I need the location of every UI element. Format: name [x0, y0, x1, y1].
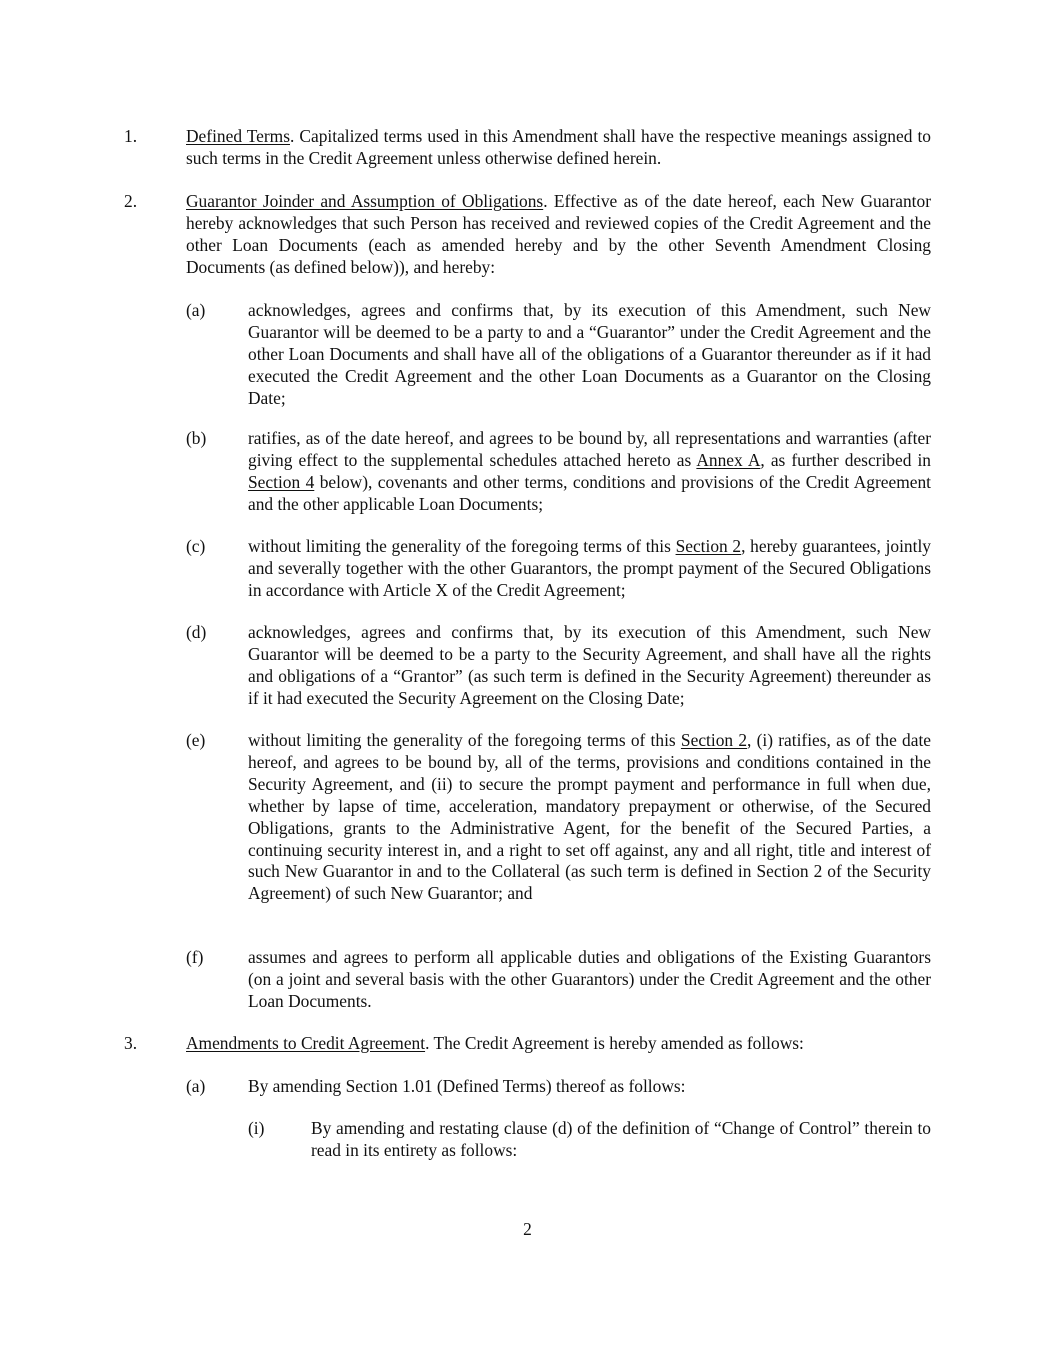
section-1-number: 1. — [124, 126, 138, 146]
item-2e-text-1: without limiting the generality of the foregoing terms of this — [248, 730, 681, 750]
item-2c-text-2: , hereby guarantees, jointly and severally together with the other Guarantors, the prompt payment of the Secured Obligations in accordance with Article X of the Credit Agreement; — [248, 536, 931, 600]
item-2b-paragraph — [248, 428, 931, 516]
item-2f-label: (f) — [186, 947, 204, 967]
section-1-text: . Capitalized terms used in this Amendment shall have the respective meanings assigned to such terms in the Credit Agreement unless otherwise defined herein. — [186, 126, 931, 168]
section-1-paragraph — [186, 126, 931, 170]
section-2-paragraph — [186, 191, 931, 279]
section-2-reference: Section 2 — [680, 730, 748, 750]
section-3-number: 3. — [124, 1033, 138, 1053]
section-1-heading: Defined Terms — [186, 126, 290, 146]
item-2b-label: (b) — [186, 428, 207, 448]
annex-a-reference: Annex A — [696, 449, 761, 470]
item-2f-text: assumes and agrees to perform all applicable duties and obligations of the Existing Guarantors (on a joint and several basis with the other Guarantors) under the Credit Agreement and the other Loan Documents. — [248, 947, 931, 1011]
item-2e-text-2: , (i) ratifies, as of the date hereof, and agrees to be bound by, all of the terms, provisions and conditions contained in the Security Agreement, and (ii) to secure the prompt payment and performance in full when due, whether by lapse of time, acceleration, mandatory prepayment or otherwise, of the Secured Obligations, grants to the Administrative Agent, for the benefit of the Secured Parties, a continuing security interest in, and a right to set off against, any and all right, title and interest of such New Guarantor in and to the Collateral (as such term is defined in Section 2 of the Security Agreement) of such New Guarantor; and — [248, 730, 931, 904]
section-2-heading: Guarantor Joinder and Assumption of Obligations — [186, 191, 544, 211]
item-2b-text-2: , as further described in — [760, 449, 931, 470]
section-2-text: . Effective as of the date hereof, each New Guarantor hereby acknowledges that such Person has received and reviewed copies of the Credit Agreement and the other Loan Documents (each as amended hereby and by the other Seventh Amendment Closing Documents (as defined below)), and hereby: — [186, 191, 931, 277]
item-2c-text-1: without limiting the generality of the foregoing terms of this — [248, 536, 676, 556]
item-3a-i-text: By amending and restating clause (d) of the definition of “Change of Control” therein to read in its entirety as follows: — [311, 1118, 931, 1160]
item-2b-text-1: ratifies, as of the date hereof, and agrees to be bound by, all representations and warranties (after giving effect to the supplemental schedules attached hereto as — [248, 428, 931, 470]
item-2a-label: (a) — [186, 300, 206, 320]
item-2c-paragraph — [248, 536, 931, 602]
item-3a-text: By amending Section 1.01 (Defined Terms) thereof as follows: — [248, 1076, 686, 1096]
item-3a-label: (a) — [186, 1076, 206, 1096]
item-2b-text-3: below), covenants and other terms, conditions and provisions of the Credit Agreement and the other applicable Loan Documents; — [248, 471, 931, 514]
section-3-paragraph — [186, 1033, 931, 1055]
section-2-number: 2. — [124, 191, 138, 211]
item-2c-label: (c) — [186, 536, 206, 556]
section-3-text: . The Credit Agreement is hereby amended as follows: — [425, 1033, 804, 1053]
section-3-heading: Amendments to Credit Agreement — [186, 1033, 426, 1053]
section-2-reference: Section 2 — [675, 536, 742, 556]
item-2a-text: acknowledges, agrees and confirms that, by its execution of this Amendment, such New Guarantor will be deemed to be a party to and a “Guarantor” under the Credit Agreement and the other Loan Documents and shall have all of the obligations of a Guarantor thereunder as if it had executed the Credit Agreement and the other Loan Documents as a Guarantor on the Closing Date; — [248, 300, 931, 408]
section-4-reference: Section 4 — [248, 471, 315, 492]
item-2d-text: acknowledges, agrees and confirms that, by its execution of this Amendment, such New Guarantor will be deemed to be a party to the Security Agreement, and shall have all the rights and obligations of a “Grantor” (as such term is defined in the Security Agreement) thereunder as if it had executed the Security Agreement on the Closing Date; — [248, 622, 931, 708]
item-3a-i-label: (i) — [248, 1118, 265, 1138]
item-2d-label: (d) — [186, 622, 207, 642]
item-2e-paragraph — [248, 730, 931, 905]
item-2e-label: (e) — [186, 730, 206, 750]
page-number: 2 — [523, 1219, 532, 1239]
